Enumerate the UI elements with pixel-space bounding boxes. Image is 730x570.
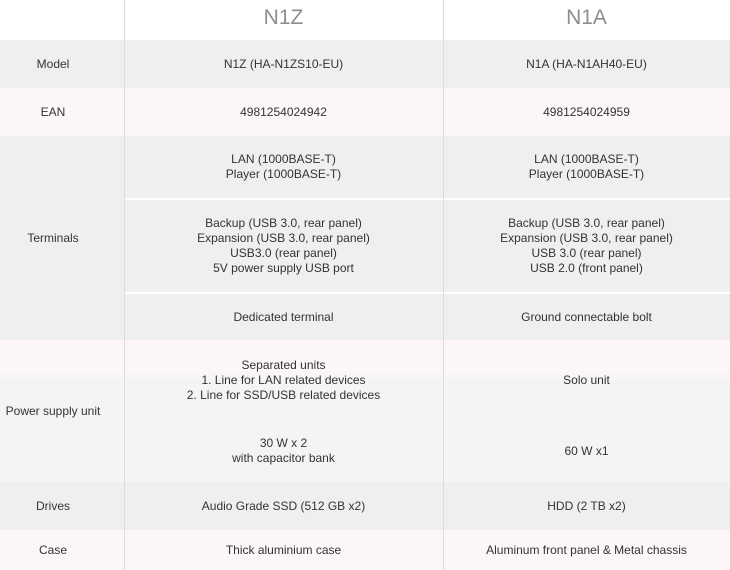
terminals-usb-n1z (124, 200, 443, 292)
product-heading-n1a: N1A (566, 6, 607, 29)
spec-row-drives (0, 482, 730, 530)
model-value-n1a: N1A (HA-N1AH40-EU) (526, 56, 647, 71)
ean-value-n1z: 4981254024942 (240, 104, 327, 119)
row-label-case: Case (38, 542, 67, 557)
psu-configuration-subrow (124, 340, 730, 420)
terminals-network-subrow (124, 136, 730, 198)
spec-line: USB 3.0 (rear panel) (531, 246, 642, 260)
column-divider (124, 0, 125, 570)
spec-line: Player (1000BASE-T) (528, 167, 645, 181)
spec-line: LAN (1000BASE-T) (534, 152, 639, 166)
product-heading-n1z: N1Z (263, 6, 304, 29)
row-label-power-supply-unit: Power supply unit (5, 403, 101, 418)
table-header-row (0, 0, 730, 40)
spec-row-ean (0, 88, 730, 136)
terminals-subrows (124, 136, 730, 340)
column-divider (443, 0, 444, 570)
spec-line: Player (1000BASE-T) (225, 167, 342, 181)
spec-line: Expansion (USB 3.0, rear panel) (197, 231, 370, 245)
terminals-ground-n1a: Ground connectable bolt (521, 309, 652, 324)
spec-row-terminals (0, 136, 730, 340)
spec-line: USB3.0 (rear panel) (230, 246, 337, 260)
spec-line: Separated units (241, 357, 326, 372)
spec-line: with capacitor bank (232, 451, 335, 465)
spec-line: 30 W x 2 (259, 436, 308, 450)
spec-row-case (0, 530, 730, 570)
case-value-n1a: Aluminum front panel & Metal chassis (486, 542, 687, 557)
spec-line: 60 W x1 (564, 443, 609, 458)
spec-line: 2. Line for SSD/USB related devices (186, 387, 381, 402)
spec-line: Backup (USB 3.0, rear panel) (508, 216, 665, 230)
psu-output-n1z (124, 420, 443, 482)
row-label-ean: EAN (40, 104, 66, 119)
case-value-n1z: Thick aluminium case (225, 542, 342, 557)
terminals-ground-subrow (124, 292, 730, 340)
spec-row-power-supply-unit (0, 340, 730, 482)
spec-line: Solo unit (563, 372, 610, 387)
terminals-usb-subrow (124, 198, 730, 292)
spec-line: USB 2.0 (front panel) (530, 261, 643, 275)
row-label-drives: Drives (35, 498, 70, 513)
terminals-network-n1a (443, 136, 730, 198)
model-value-n1z: N1Z (HA-N1ZS10-EU) (223, 56, 344, 71)
power-supply-subrows (124, 340, 730, 482)
drives-value-n1a: HDD (2 TB x2) (547, 498, 626, 513)
psu-configuration-n1a (443, 340, 730, 420)
spec-line: LAN (1000BASE-T) (231, 152, 336, 166)
spec-row-model (0, 40, 730, 88)
ean-value-n1a: 4981254024959 (543, 104, 630, 119)
terminals-ground-n1z: Dedicated terminal (233, 309, 334, 324)
psu-output-n1a (443, 420, 730, 482)
row-label-terminals: Terminals (27, 230, 79, 245)
terminals-network-n1z (124, 136, 443, 198)
psu-configuration-n1z (124, 340, 443, 420)
psu-output-subrow (124, 420, 730, 482)
header-label-cell (0, 0, 124, 40)
spec-line: Backup (USB 3.0, rear panel) (205, 216, 362, 230)
spec-line: Expansion (USB 3.0, rear panel) (500, 231, 673, 245)
spec-line: 5V power supply USB port (213, 261, 354, 275)
row-label-model: Model (36, 56, 70, 71)
spec-line: 1. Line for LAN related devices (201, 372, 366, 387)
drives-value-n1z: Audio Grade SSD (512 GB x2) (201, 498, 366, 513)
terminals-usb-n1a (443, 200, 730, 292)
